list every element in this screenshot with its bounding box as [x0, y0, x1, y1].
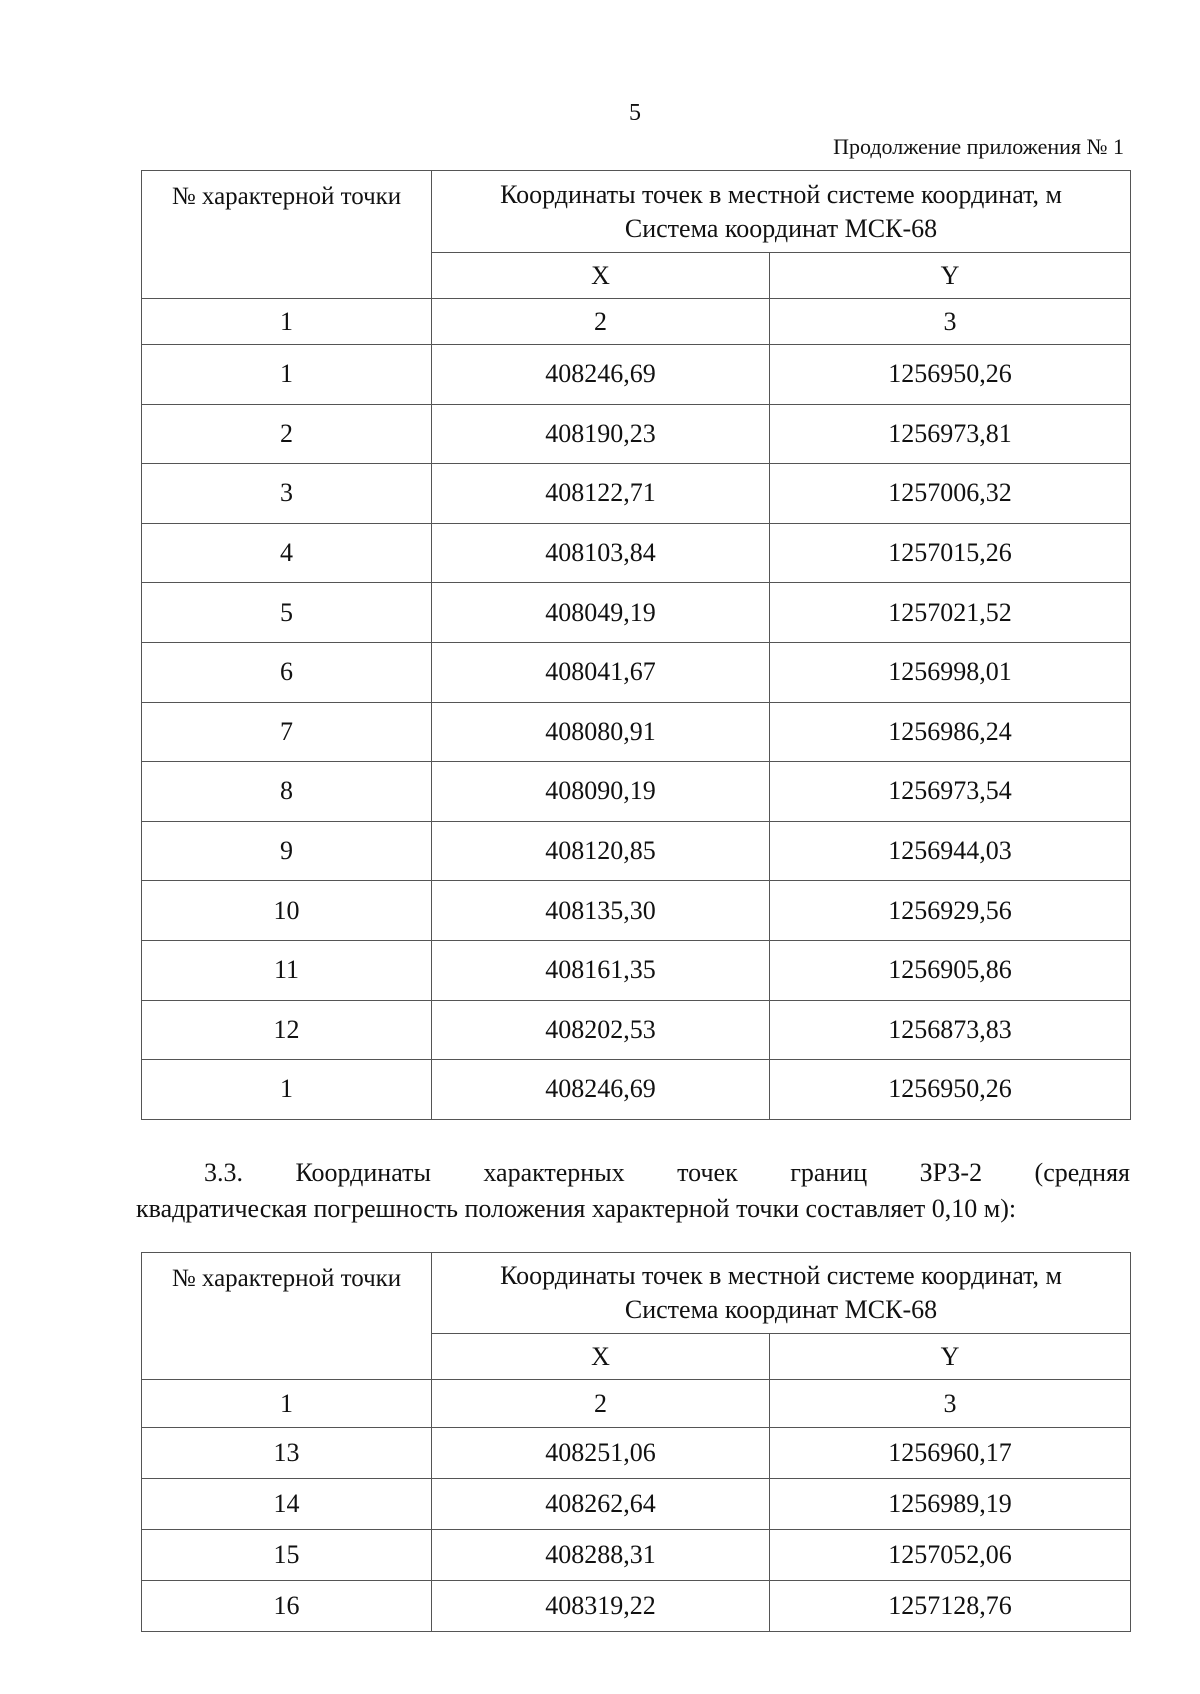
- point-number: 8: [142, 762, 432, 822]
- column-number-1: 1: [142, 299, 432, 345]
- paragraph-line-2: квадратическая погрешность положения характерной точки составляет 0,10 м):: [136, 1194, 1017, 1223]
- header-coordinate-system: Система координат МСК-68: [624, 1295, 938, 1324]
- x-value: 408190,23: [432, 404, 770, 464]
- point-number: 14: [142, 1479, 432, 1530]
- coordinates-table-1: [141, 170, 1131, 1120]
- x-value: 408246,69: [432, 345, 770, 405]
- y-value: 1257015,26: [770, 523, 1131, 583]
- y-value: 1256950,26: [770, 1060, 1131, 1120]
- point-number: 9: [142, 821, 432, 881]
- table-row: [142, 1479, 1131, 1530]
- y-value: 1257052,06: [770, 1530, 1131, 1581]
- table-row: [142, 1000, 1131, 1060]
- column-number-1: 1: [142, 1380, 432, 1428]
- y-value: 1256960,17: [770, 1428, 1131, 1479]
- y-value: 1256973,54: [770, 762, 1131, 822]
- header-coordinates: [432, 1253, 1131, 1334]
- table-row: [142, 642, 1131, 702]
- page-number: 5: [629, 100, 641, 126]
- paragraph-line-1: 3.3. Координаты характерных точек границ ЗРЗ-2 (средняя: [204, 1158, 1130, 1187]
- point-number: 7: [142, 702, 432, 762]
- y-value: 1256905,86: [770, 940, 1131, 1000]
- y-value: 1257021,52: [770, 583, 1131, 643]
- header-coordinates-title: Координаты точек в местной системе координат, м: [500, 1261, 1062, 1290]
- x-value: 408135,30: [432, 881, 770, 941]
- y-value: 1257006,32: [770, 464, 1131, 524]
- point-number: 4: [142, 523, 432, 583]
- table-row: [142, 821, 1131, 881]
- section-3-3-paragraph: [136, 1155, 1130, 1227]
- point-number: 16: [142, 1581, 432, 1632]
- x-value: 408161,35: [432, 940, 770, 1000]
- header-coordinates: [432, 171, 1131, 253]
- point-number: 11: [142, 940, 432, 1000]
- column-number-2: 2: [432, 1380, 770, 1428]
- x-value: 408120,85: [432, 821, 770, 881]
- column-number-3: 3: [770, 1380, 1131, 1428]
- table-row: [142, 762, 1131, 822]
- x-value: 408049,19: [432, 583, 770, 643]
- header-point-number: № характерной точки: [142, 171, 432, 299]
- y-value: 1256944,03: [770, 821, 1131, 881]
- point-number: 3: [142, 464, 432, 524]
- point-number: 5: [142, 583, 432, 643]
- x-value: 408080,91: [432, 702, 770, 762]
- point-number: 6: [142, 642, 432, 702]
- x-value: 408251,06: [432, 1428, 770, 1479]
- x-value: 408262,64: [432, 1479, 770, 1530]
- table-row: [142, 583, 1131, 643]
- table-row: [142, 523, 1131, 583]
- x-value: 408246,69: [432, 1060, 770, 1120]
- y-value: 1256989,19: [770, 1479, 1131, 1530]
- x-value: 408288,31: [432, 1530, 770, 1581]
- header-x: X: [432, 253, 770, 299]
- header-coordinates-title: Координаты точек в местной системе координат, м: [500, 179, 1062, 209]
- point-number: 13: [142, 1428, 432, 1479]
- header-y: Y: [770, 1334, 1131, 1380]
- header-coordinate-system: Система координат МСК-68: [624, 213, 938, 243]
- x-value: 408122,71: [432, 464, 770, 524]
- header-x: X: [432, 1334, 770, 1380]
- column-number-2: 2: [432, 299, 770, 345]
- table-row: [142, 702, 1131, 762]
- x-value: 408041,67: [432, 642, 770, 702]
- column-number-3: 3: [770, 299, 1131, 345]
- coordinates-table-2: [141, 1252, 1131, 1632]
- point-number: 12: [142, 1000, 432, 1060]
- table-row: [142, 881, 1131, 941]
- x-value: 408090,19: [432, 762, 770, 822]
- y-value: 1256929,56: [770, 881, 1131, 941]
- y-value: 1256873,83: [770, 1000, 1131, 1060]
- point-number: 1: [142, 345, 432, 405]
- header-point-number: № характерной точки: [142, 1253, 432, 1380]
- header-y: Y: [770, 253, 1131, 299]
- table-row: [142, 404, 1131, 464]
- point-number: 1: [142, 1060, 432, 1120]
- y-value: 1256986,24: [770, 702, 1131, 762]
- x-value: 408103,84: [432, 523, 770, 583]
- y-value: 1256950,26: [770, 345, 1131, 405]
- y-value: 1257128,76: [770, 1581, 1131, 1632]
- table-row: [142, 1530, 1131, 1581]
- x-value: 408202,53: [432, 1000, 770, 1060]
- appendix-continuation-label: Продолжение приложения № 1: [833, 134, 1124, 159]
- point-number: 10: [142, 881, 432, 941]
- x-value: 408319,22: [432, 1581, 770, 1632]
- table-row: [142, 464, 1131, 524]
- point-number: 15: [142, 1530, 432, 1581]
- point-number: 2: [142, 404, 432, 464]
- table-row: [142, 1060, 1131, 1120]
- table-row: [142, 940, 1131, 1000]
- y-value: 1256998,01: [770, 642, 1131, 702]
- table-row: [142, 1428, 1131, 1479]
- y-value: 1256973,81: [770, 404, 1131, 464]
- table-row: [142, 345, 1131, 405]
- table-row: [142, 1581, 1131, 1632]
